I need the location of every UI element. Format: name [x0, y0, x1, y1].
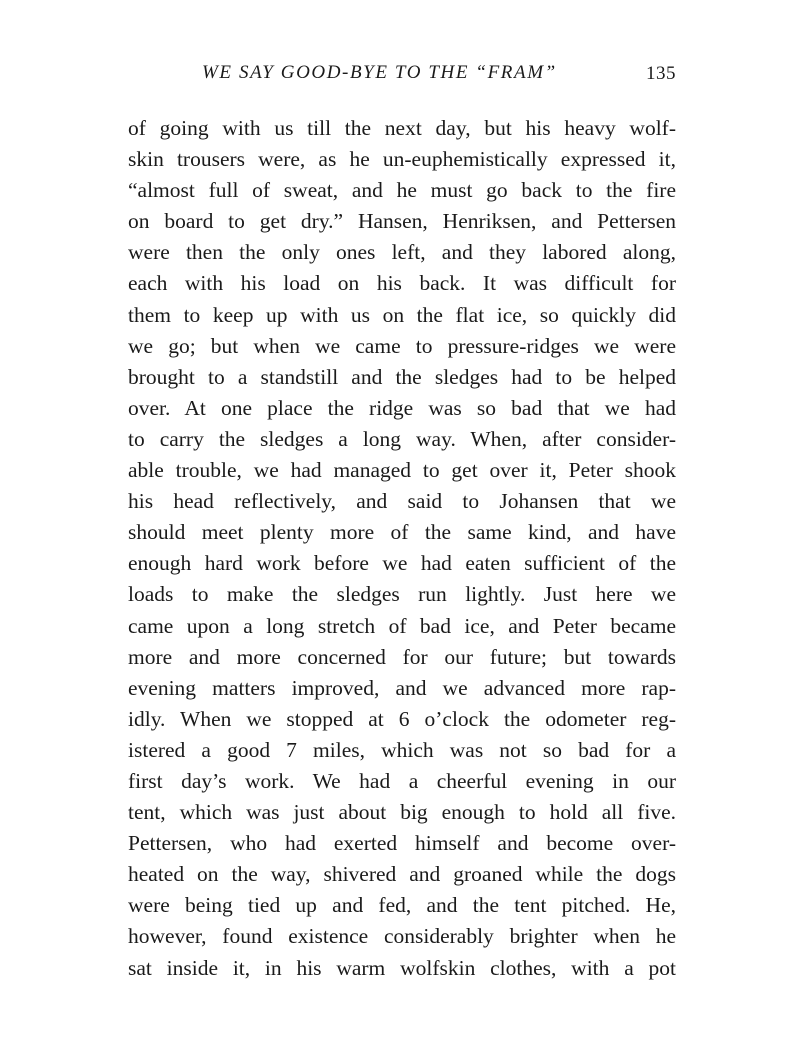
text-line: them to keep up with us on the flat ice, so quickly did	[128, 302, 676, 327]
text-line: loads to make the sledges run lightly. Just here we	[128, 582, 676, 607]
text-line: of going with us till the next day, but his heavy wolf-	[128, 116, 676, 140]
text-line: istered a good 7 miles, which was not so bad for a	[128, 737, 676, 762]
text-line: Pettersen, who had exerted himself and become over-	[128, 831, 676, 856]
text-line: were then the only ones left, and they labored along,	[128, 240, 676, 265]
text-line: to carry the sledges a long way. When, after consider-	[128, 426, 676, 451]
text-line: however, found existence considerably brighter when he	[128, 924, 676, 949]
text-line: evening matters improved, and we advanced more rap-	[128, 675, 676, 700]
text-line: we go; but when we came to pressure-ridges we were	[128, 333, 676, 358]
text-line: brought to a standstill and the sledges had to be helped	[128, 364, 676, 389]
text-line: idly. When we stopped at 6 o’clock the odometer reg-	[128, 706, 676, 731]
text-line: “almost full of sweat, and he must go back to the fire	[128, 178, 676, 203]
text-line: tent, which was just about big enough to hold all five.	[128, 800, 676, 825]
text-line: should meet plenty more of the same kind, and have	[128, 520, 676, 545]
text-line: on board to get dry.” Hansen, Henriksen, and Pettersen	[128, 209, 676, 234]
running-title: WE SAY GOOD-BYE TO THE “FRAM”	[202, 62, 557, 83]
text-line: each with his load on his back. It was difficult for	[128, 271, 676, 296]
text-line: more and more concerned for our future; but towards	[128, 644, 676, 669]
body-text	[128, 113, 676, 984]
text-line: his head reflectively, and said to Johansen that we	[128, 489, 676, 514]
text-line: heated on the way, shivered and groaned while the dogs	[128, 862, 676, 887]
text-line: able trouble, we had managed to get over it, Peter shook	[128, 458, 676, 483]
text-line: over. At one place the ridge was so bad that we had	[128, 395, 676, 420]
running-head	[128, 62, 676, 92]
text-line: came upon a long stretch of bad ice, and Peter became	[128, 613, 676, 638]
text-line: enough hard work before we had eaten sufficient of the	[128, 551, 676, 576]
text-line: skin trousers were, as he un-euphemistically expressed it,	[128, 147, 676, 172]
text-line: were being tied up and fed, and the tent pitched. He,	[128, 893, 676, 918]
text-line: sat inside it, in his warm wolfskin clothes, with a pot	[128, 955, 676, 980]
text-line: first day’s work. We had a cheerful evening in our	[128, 768, 676, 793]
page-number: 135	[646, 63, 676, 84]
